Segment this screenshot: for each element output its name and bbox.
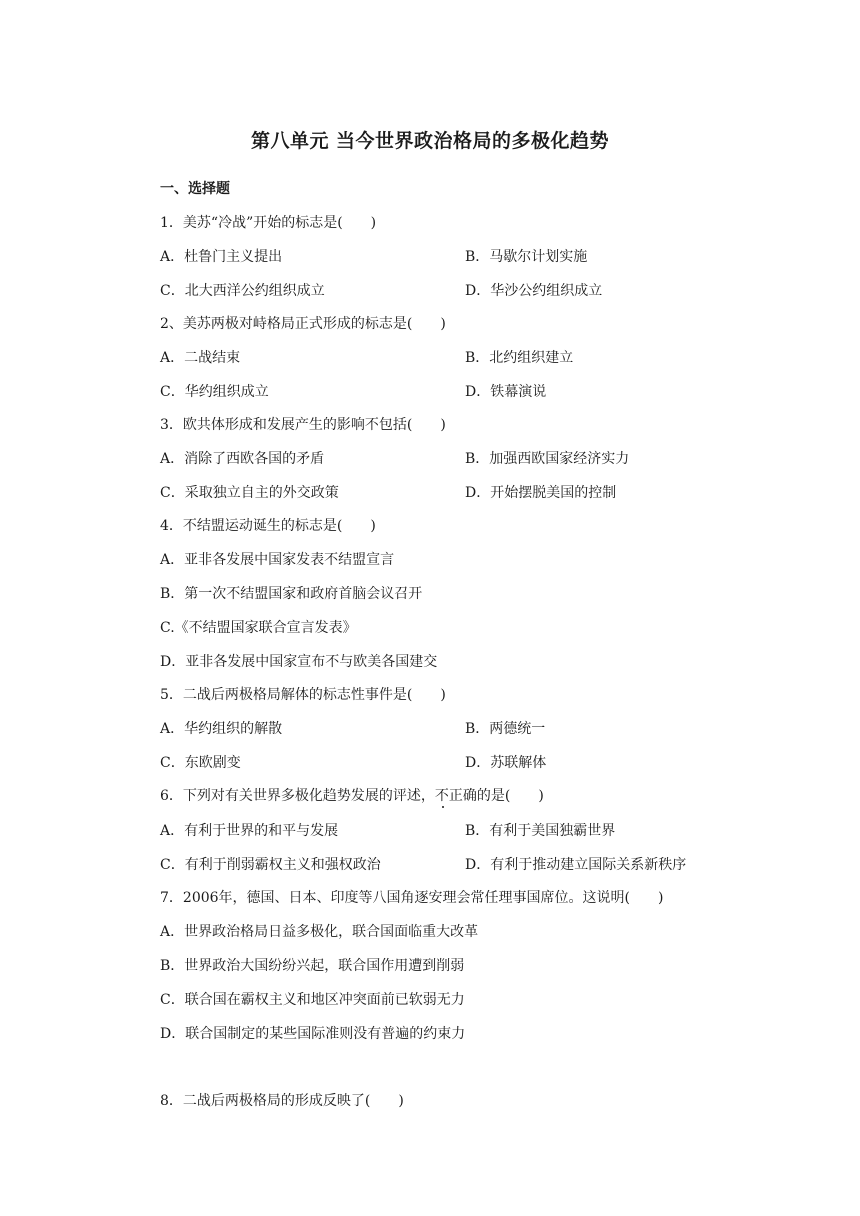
question-5-stem: 5．二战后两极格局解体的标志性事件是( )	[160, 687, 446, 703]
question-1-stem: 1．美苏“冷战”开始的标志是( )	[160, 215, 377, 231]
q2-option-d: D．铁幕演说	[465, 384, 547, 400]
question-8-stem: 8．二战后两极格局的形成反映了( )	[160, 1093, 404, 1109]
q6-option-a: A．有利于世界的和平与发展	[160, 823, 339, 839]
section-heading: 一、选择题	[160, 181, 230, 197]
q3-option-a: A．消除了西欧各国的矛盾	[160, 451, 325, 467]
q6-option-c: C．有利于削弱霸权主义和强权政治	[160, 857, 381, 873]
q5-option-d: D．苏联解体	[465, 755, 547, 771]
page-title: 第八单元 当今世界政治格局的多极化趋势	[250, 130, 610, 152]
question-6-stem	[160, 787, 544, 805]
q1-option-b: B．马歇尔计划实施	[465, 249, 588, 265]
q6-stem-pre: 6．下列对有关世界多极化趋势发展的评述，	[160, 788, 435, 804]
question-2-stem: 2、美苏两极对峙格局正式形成的标志是( )	[160, 316, 446, 332]
q3-option-c: C．采取独立自主的外交政策	[160, 485, 339, 501]
q1-option-c: C．北大西洋公约组织成立	[160, 283, 325, 299]
question-7-stem: 7．2006年，德国、日本、印度等八国角逐安理会常任理事国席位。这说明( )	[160, 890, 664, 906]
q5-option-c: C．东欧剧变	[160, 755, 241, 771]
q2-option-b: B．北约组织建立	[465, 350, 574, 366]
q7-option-d: D．联合国制定的某些国际准则没有普遍的约束力	[160, 1026, 466, 1042]
q5-option-a: A．华约组织的解散	[160, 721, 283, 737]
q4-option-a: A．亚非各发展中国家发表不结盟宣言	[160, 552, 395, 568]
question-4-stem: 4．不结盟运动诞生的标志是( )	[160, 518, 376, 534]
q7-option-b: B．世界政治大国纷纷兴起，联合国作用遭到削弱	[160, 958, 465, 974]
q1-option-a: A．杜鲁门主义提出	[160, 249, 283, 265]
q4-option-d: D．亚非各发展中国家宣布不与欧美各国建交	[160, 654, 438, 670]
q5-option-b: B．两德统一	[465, 721, 546, 737]
q7-option-c: C．联合国在霸权主义和地区冲突面前已软弱无力	[160, 992, 465, 1008]
q6-stem-emphasis: 不	[434, 788, 449, 804]
q1-option-d: D．华沙公约组织成立	[465, 283, 603, 299]
q6-option-d: D．有利于推动建立国际关系新秩序	[465, 857, 687, 873]
question-3-stem: 3．欧共体形成和发展产生的影响不包括( )	[160, 417, 446, 433]
q4-option-b: B．第一次不结盟国家和政府首脑会议召开	[160, 586, 423, 602]
q4-option-c: C.《不结盟国家联合宣言发表》	[160, 620, 357, 636]
q6-stem-post: 正确的是( )	[448, 788, 544, 804]
q7-option-a: A．世界政治格局日益多极化，联合国面临重大改革	[160, 924, 479, 940]
q3-option-d: D．开始摆脱美国的控制	[465, 485, 617, 501]
q2-option-c: C．华约组织成立	[160, 384, 269, 400]
q6-option-b: B．有利于美国独霸世界	[465, 823, 616, 839]
q3-option-b: B．加强西欧国家经济实力	[465, 451, 630, 467]
q2-option-a: A．二战结束	[160, 350, 241, 366]
